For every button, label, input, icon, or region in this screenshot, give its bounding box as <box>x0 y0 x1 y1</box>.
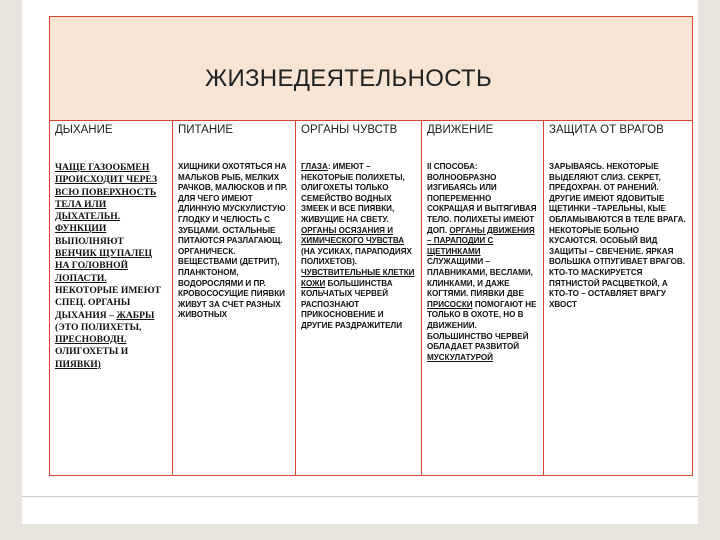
column-body <box>178 162 290 321</box>
life-activity-table <box>49 16 693 476</box>
slide <box>22 0 698 524</box>
column-header: ДВИЖЕНИЕ <box>427 124 494 136</box>
column-body <box>549 162 687 310</box>
column-senses <box>295 120 421 475</box>
title-row <box>50 17 692 121</box>
body-text: (НА УСИКАХ, ПАРАПОДИЯХ ПОЛИХЕТОВ). <box>301 246 412 267</box>
columns <box>50 120 692 475</box>
column-body <box>55 162 167 371</box>
underlined-text: МУСКУЛАТУРОЙ <box>427 352 493 362</box>
column-header: ПИТАНИЕ <box>178 124 234 136</box>
underlined-text: ЧАЩЕ ГАЗООБМЕН ПРОИСХОДИТ ЧЕРЕЗ ВСЮ ПОВЕРХНОСТЬ ТЕЛА ИЛИ ДЫХАТЕЛЬН. ФУНКЦИИ <box>55 162 158 235</box>
bottom-divider <box>22 496 698 497</box>
underlined-text: ЖАБРЫ <box>116 309 155 321</box>
underlined-text: ПРИСОСКИ <box>427 299 473 309</box>
column-header: ОРГАНЫ ЧУВСТВ <box>301 124 398 136</box>
underlined-text: ВЕНЧИК ЩУПАЛЕЦ НА ГОЛОВНОЙ ЛОПАСТИ. <box>55 248 153 284</box>
body-text: (ЭТО ПОЛИХЕТЫ, <box>55 321 142 333</box>
underlined-text: ПИЯВКИ) <box>55 358 101 370</box>
body-text: ХИЩНИКИ ОХОТЯТЬСЯ НА МАЛЬКОВ РЫБ, МЕЛКИХ РАЧКОВ, МАЛЮСКОВ И ПР. ДЛЯ ЧЕГО ИМЕЮТ ДЛИННУЮ МУСКУЛИСТУЮ ГЛОДКУ И ЧЕЛЮСТЬ С ЗУБЦАМИ. ОСТАЛЬНЫЕ ПИТАЮТСЯ РАЗЛАГАЮЩ. ОРГАНИЧЕСК. ВЕЩЕСТВАМИ (ДЕТРИТ), ПЛАНКТОНОМ, ВОДОРОСЛЯМИ И ПР. КРОВОСОСУЩИЕ ПИЯВКИ ЖИВУТ ЗА СЧЕТ РАЗНЫХ ЖИВОТНЫХ <box>178 162 288 320</box>
underlined-text: ОРГАНЫ ДВИЖЕНИЯ – ПАРАПОДИИ С ЩЕТИНКАМИ <box>427 225 535 256</box>
body-text: СЛУЖАЩИМИ – ПЛАВНИКАМИ, ВЕСЛАМИ, КЛИНКАМИ, И ДАЖЕ КОГТЯМИ. ПИЯВКИ ДВЕ <box>427 257 533 299</box>
column-body <box>301 162 416 332</box>
column-defense <box>543 120 692 475</box>
slide-title: ЖИЗНЕДЕЯТЕЛЬНОСТЬ <box>205 65 493 92</box>
body-text: НЕКОТОРЫЕ ИМЕЮТ СПЕЦ. ОРГАНЫ ДЫХАНИЯ – <box>55 284 161 321</box>
underlined-text: ГЛАЗА <box>301 162 328 171</box>
underlined-text: ЧУВСТВИТЕЛЬНЫЕ КЛЕТКИ КОЖИ <box>301 267 415 288</box>
body-text: БОЛЬШИНСТВА КОЛЬЧАТЫХ ЧЕРВЕЙ РАСПОЗНАЮТ ПРИКОСНОВЕНИЕ И ДРУГИЕ РАЗДРАЖИТЕЛИ <box>301 278 403 330</box>
body-text: ВЫПОЛНЯЮТ <box>55 235 124 247</box>
body-text: ЗАРЫВАЯСЬ. НЕКОТОРЫЕ ВЫДЕЛЯЮТ СЛИЗ. СЕКРЕТ, ПРЕДОХРАН. ОТ РАНЕНИЙ. ДРУГИЕ ИМЕЮТ ЯДОВИТЫЕ ЩЕТИНКИ –ТАРЕЛЬНЫ, КЫЕ ОБЛАМЫВАЮТСЯ В ТЕЛЕ ВРАГА. НЕКОТОРЫЕ БОЛЬНО КУСАЮТСЯ. ОСОБЫЙ ВИД ЗАЩИТЫ – СВЕЧЕНИЕ. ЯРКАЯ ВОЛЬШКА ОТПУГИВАЕТ ВРАГОВ. КТО-ТО МАСКИРУЕТСЯ ПЯТНИСТОЙ РАСЦВЕТКОЙ, А КТО-ТО – ОСТАВЛЯЕТ ВРАГУ ХВОСТ <box>549 162 686 309</box>
column-movement <box>421 120 543 475</box>
column-nutrition <box>172 120 295 475</box>
column-breathing <box>50 120 172 475</box>
underlined-text: ПРЕСНОВОДН. <box>55 334 127 346</box>
body-text: : ИМЕЮТ – НЕКОТОРЫЕ ПОЛИХЕТЫ, ОЛИГОХЕТЫ ТОЛЬКО СЕМЕЙСТВО ВОДНЫХ ЗМЕЕК И ВСЕ ПИЯВКИ, ЖИВУЩИЕ НА СВЕТУ. <box>301 162 405 224</box>
column-header: ДЫХАНИЕ <box>55 124 113 136</box>
column-header: ЗАЩИТА ОТ ВРАГОВ <box>549 124 664 136</box>
body-text: ПОМОГАЮТ НЕ ТОЛЬКО В ОХОТЕ, НО В ДВИЖЕНИИ. БОЛЬШИНСТВО ЧЕРВЕЙ ОБЛАДАЕТ РАЗВИТОЙ <box>427 299 537 352</box>
underlined-text: ОРГАНЫ ОСЯЗАНИЯ И ХИМИЧЕСКОГО ЧУВСТВА <box>301 225 405 246</box>
column-body <box>427 162 538 363</box>
body-text: ОЛИГОХЕТЫ И <box>55 346 129 358</box>
body-text: II СПОСОБА: ВОЛНООБРАЗНО ИЗГИБАЯСЬ ИЛИ ПОПЕРЕМЕННО СОКРАЩАЯ И ВЫТЯГИВАЯ ТЕЛО. ПОЛИХЕТЫ ИМЕЮТ ДОП. <box>427 162 537 235</box>
